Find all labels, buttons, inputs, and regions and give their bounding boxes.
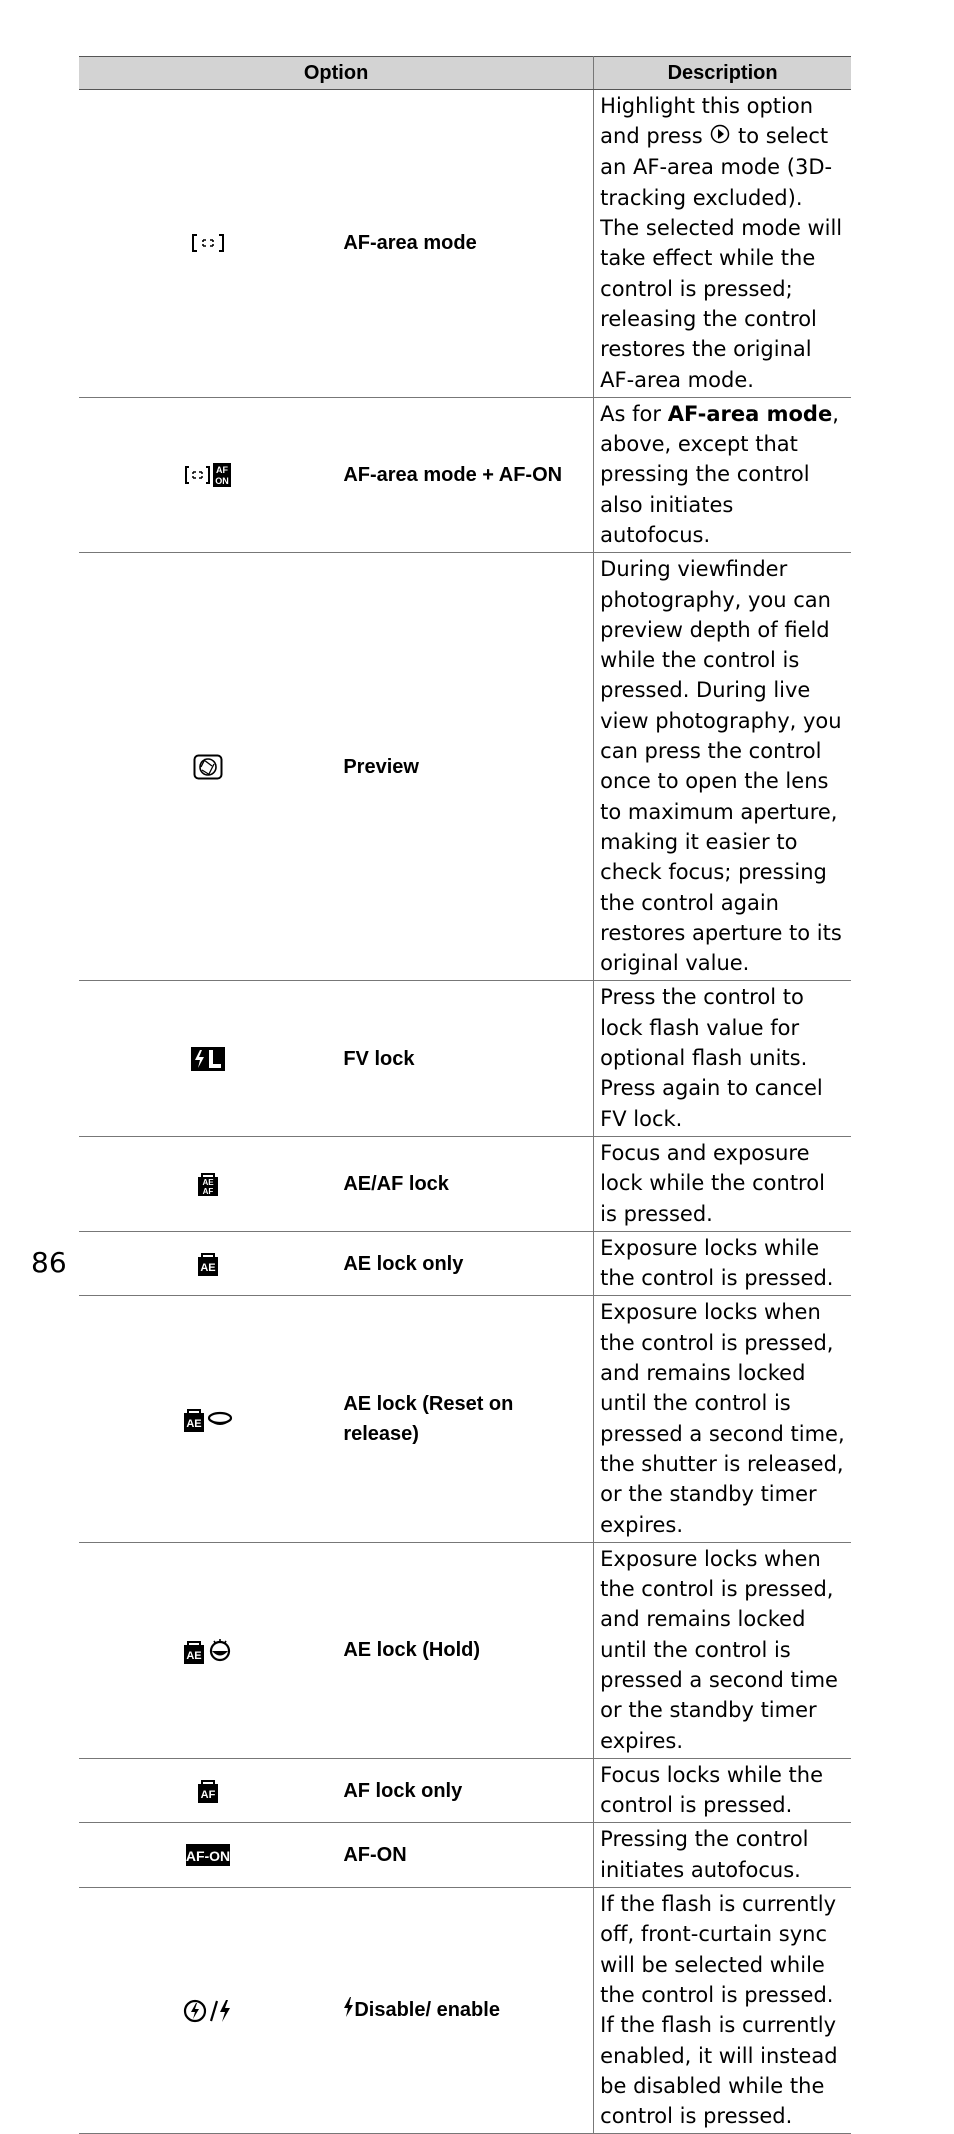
flash-icon xyxy=(343,1996,354,2026)
svg-text:AF-ON: AF-ON xyxy=(185,1848,230,1865)
ae-lock-hold-icon xyxy=(79,1542,336,1758)
option-name: AE lock (Hold) xyxy=(336,1542,593,1758)
option-description: Press the control to lock flash value for optional flash units. Press again to cancel FV lock. xyxy=(594,981,851,1136)
option-name: AE lock only xyxy=(336,1231,593,1296)
svg-text:AE: AE xyxy=(186,1650,202,1663)
option-description: During viewfinder photography, you can preview depth of field while the control is pressed. During live view photography, you can press the control once to open the lens to maximum aperture, making it easier to check focus; pressing the control again restores aperture to its original value. xyxy=(594,553,851,981)
option-description: If the flash is currently off, front-curtain sync will be selected while the control is pressed. If the flash is currently enabled, it will instead be disabled while the control is pressed. xyxy=(594,1888,851,2134)
af-on-icon xyxy=(79,1823,336,1888)
table-row xyxy=(79,1823,851,1888)
description-bold-text: AF-area mode xyxy=(667,401,833,426)
option-name: AF-ON xyxy=(336,1823,593,1888)
options-table xyxy=(79,56,851,2134)
aperture-preview-icon xyxy=(79,553,336,981)
description-text: , above, except that pressing the control also initiates autofocus. xyxy=(600,401,839,547)
description-text: to select an AF-area mode (3D-tracking excluded). The selected mode will take effect while the control is pressed; releasing the control restores the original AF-area mode. xyxy=(600,124,843,392)
option-description: Focus locks while the control is pressed. xyxy=(594,1758,851,1823)
option-name: AE lock (Reset on release) xyxy=(336,1296,593,1542)
table-row xyxy=(79,1542,851,1758)
svg-text:ON: ON xyxy=(214,476,229,487)
table-row xyxy=(79,1296,851,1542)
table-header-row xyxy=(79,57,851,90)
svg-text:AF: AF xyxy=(200,1788,215,1801)
table-row xyxy=(79,981,851,1136)
table-row xyxy=(79,1758,851,1823)
table-row xyxy=(79,553,851,981)
multi-selector-right-icon xyxy=(710,122,730,152)
table-row xyxy=(79,1136,851,1231)
option-name: AF-area mode + AF-ON xyxy=(336,397,593,552)
page-number: 86 xyxy=(31,1246,67,1279)
option-name xyxy=(336,1888,593,2134)
description-text: As for xyxy=(600,401,668,426)
option-name-text: Disable/ enable xyxy=(354,1999,500,2022)
option-description: Focus and exposure lock while the control is pressed. xyxy=(594,1136,851,1231)
option-name: FV lock xyxy=(336,981,593,1136)
svg-text:AF: AF xyxy=(215,465,228,476)
table-row xyxy=(79,1888,851,2134)
table-row xyxy=(79,90,851,398)
option-description: Exposure locks when the control is pressed, and remains locked until the control is pressed a second time or the standby timer expires. xyxy=(594,1542,851,1758)
option-description xyxy=(594,397,851,552)
ae-lock-icon xyxy=(79,1231,336,1296)
svg-text:AE: AE xyxy=(200,1261,216,1274)
option-description: Exposure locks while the control is pressed. xyxy=(594,1231,851,1296)
option-name: AE/AF lock xyxy=(336,1136,593,1231)
ae-af-lock-icon xyxy=(79,1136,336,1231)
af-lock-icon xyxy=(79,1758,336,1823)
option-description: Exposure locks when the control is pressed, and remains locked until the control is pressed a second time, the shutter is released, or the standby timer expires. xyxy=(594,1296,851,1542)
option-description xyxy=(594,90,851,398)
description-text: Highlight this option and press xyxy=(600,94,814,149)
header-description: Description xyxy=(594,57,851,90)
table-row xyxy=(79,1231,851,1296)
svg-text:AE: AE xyxy=(186,1418,202,1431)
svg-text:AF: AF xyxy=(202,1186,213,1196)
ae-lock-reset-icon xyxy=(79,1296,336,1542)
table-row xyxy=(79,397,851,552)
fv-lock-icon xyxy=(79,981,336,1136)
option-description: Pressing the control initiates autofocus. xyxy=(594,1823,851,1888)
svg-text:AE: AE xyxy=(202,1177,214,1187)
option-name: AF lock only xyxy=(336,1758,593,1823)
af-area-icon xyxy=(79,90,336,398)
flash-disable-enable-icon xyxy=(79,1888,336,2134)
af-area-af-on-icon xyxy=(79,397,336,552)
header-option: Option xyxy=(79,57,594,90)
option-name: Preview xyxy=(336,553,593,981)
option-name: AF-area mode xyxy=(336,90,593,398)
